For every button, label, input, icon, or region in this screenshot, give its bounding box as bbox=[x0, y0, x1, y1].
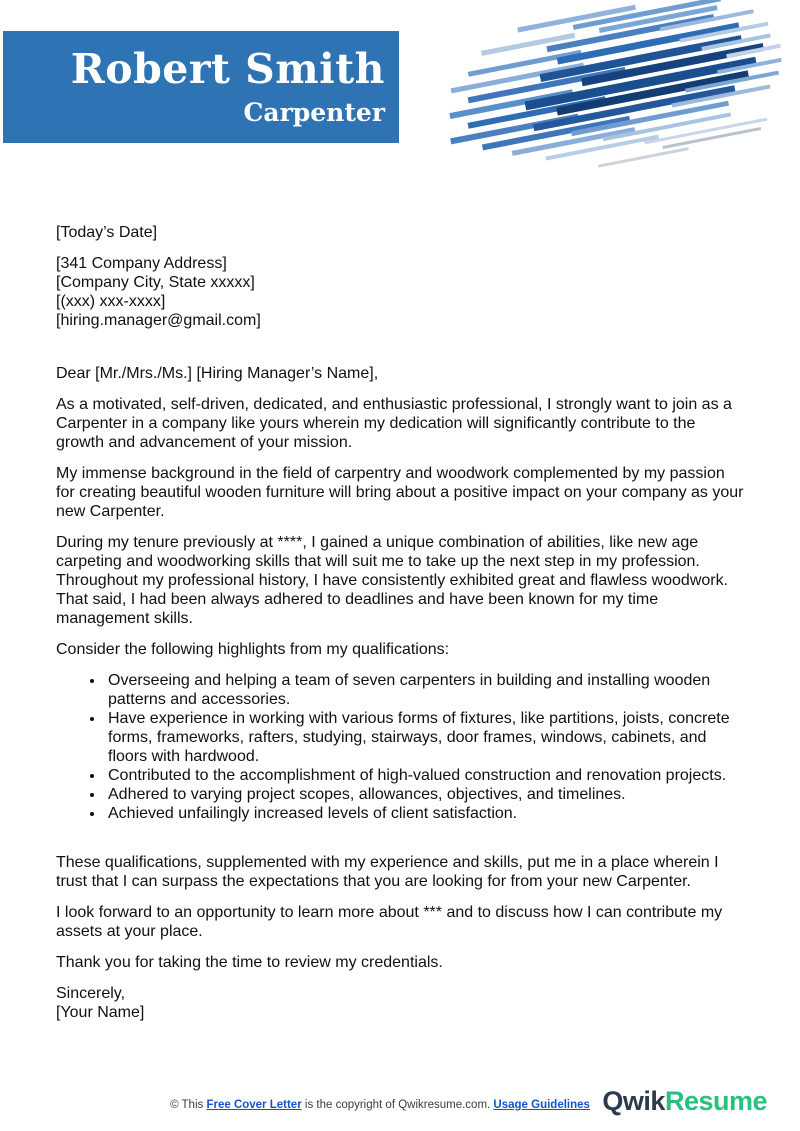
header-band bbox=[3, 31, 399, 143]
brand-qwik-text: Qwik bbox=[602, 1086, 665, 1116]
brand-resume-text: Resume bbox=[664, 1086, 767, 1116]
copyright-text: is the copyright of Qwikresume.com. bbox=[301, 1099, 494, 1111]
body-paragraph: My immense background in the field of carpentry and woodwork complemented by my passion for creating beautiful wooden furniture will bring about a positive impact on your company as your new Carpenter. bbox=[56, 465, 744, 520]
closing-paragraph: These qualifications, supplemented with my experience and skills, put me in a place wherein I trust that I can surpass the expectations that you are looking for from your new Carpenter. bbox=[56, 854, 719, 890]
address-line: [Company City, State xxxxx] bbox=[56, 274, 255, 291]
copyright-text: © This bbox=[170, 1099, 207, 1111]
blue-streaks-logo bbox=[435, 0, 795, 170]
highlight-item: • Adhered to varying project scopes, allowances, objectives, and timelines. bbox=[105, 785, 746, 804]
highlight-item: • Contributed to the accomplishment of high-valued construction and renovation projects. bbox=[105, 766, 746, 785]
recipient-address-block bbox=[56, 254, 746, 330]
highlights-intro: Consider the following highlights from my qualifications: bbox=[56, 641, 450, 658]
highlight-item: • Overseeing and helping a team of seven carpenters in building and installing wooden patterns and accessories. bbox=[105, 671, 746, 709]
greeting-line: Dear [Mr./Mrs./Ms.] [Hiring Manager’s Name], bbox=[56, 365, 379, 382]
address-line: [341 Company Address] bbox=[56, 255, 227, 272]
candidate-name: Robert Smith bbox=[70, 44, 385, 93]
highlight-item: • Achieved unfailingly increased levels of client satisfaction. bbox=[105, 804, 746, 823]
qualification-highlights-list bbox=[56, 671, 746, 823]
body-paragraph: As a motivated, self-driven, dedicated, and enthusiastic professional, I strongly want to join as a Carpenter in a company like yours wherein my dedication will significantly contribute to the growth and advancement of your mission. bbox=[56, 396, 732, 451]
highlight-item: • Have experience in working with various forms of fixtures, like partitions, joists, concrete forms, frameworks, rafters, studying, stairways, door frames, windows, cabinets, and floors with hardwood. bbox=[105, 709, 746, 766]
signoff-line: Sincerely, bbox=[56, 985, 126, 1002]
candidate-role: Carpenter bbox=[243, 98, 385, 128]
address-line: [(xxx) xxx-xxxx] bbox=[56, 293, 166, 310]
date-placeholder: [Today’s Date] bbox=[56, 224, 158, 241]
body-paragraph: During my tenure previously at ****, I gained a unique combination of abilities, like new age carpeting and woodworking skills that will suit me to take up the next step in my profession. Throughout my professional history, I have consistently exhibited great and flawless woodwork. That said, I had been always adhered to deadlines and have been known for my time management skills. bbox=[56, 534, 729, 627]
signature-name-placeholder: [Your Name] bbox=[56, 1004, 145, 1021]
address-line: [hiring.manager@gmail.com] bbox=[56, 312, 261, 329]
closing-paragraph: I look forward to an opportunity to learn more about *** and to discuss how I can contribute my assets at your place. bbox=[56, 904, 723, 940]
usage-guidelines-link[interactable]: Usage Guidelines bbox=[493, 1099, 590, 1111]
signature-block bbox=[56, 984, 746, 1022]
closing-paragraph: Thank you for taking the time to review my credentials. bbox=[56, 954, 443, 971]
letter-body bbox=[56, 223, 746, 1022]
free-cover-letter-link[interactable]: Free Cover Letter bbox=[206, 1099, 302, 1111]
qwikresume-logo bbox=[602, 1086, 767, 1117]
